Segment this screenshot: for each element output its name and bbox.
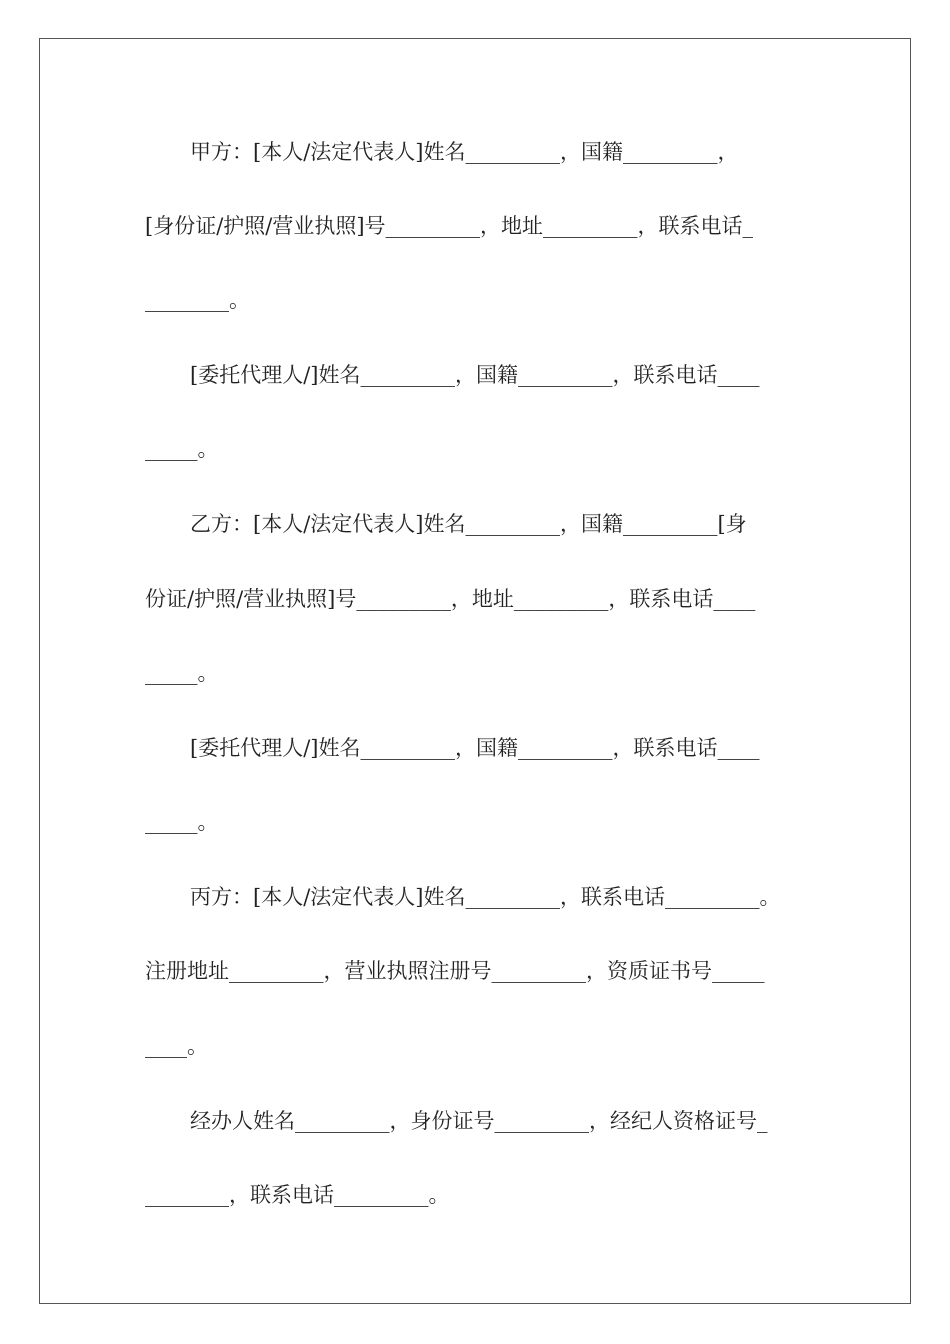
party-b-agent-line-1: [委托代理人/]姓名_________，国籍_________，联系电话____: [190, 736, 760, 760]
handler-line-2: ________，联系电话_________。: [145, 1183, 450, 1207]
party-b-line-1: 乙方：[本人/法定代表人]姓名_________，国籍_________[身: [190, 512, 747, 536]
party-b-line-2: 份证/护照/营业执照]号_________，地址_________，联系电话____: [145, 587, 756, 611]
handler-line-1: 经办人姓名_________，身份证号_________，经纪人资格证号_: [190, 1109, 768, 1133]
party-b-agent-line-2: _____。: [145, 810, 219, 834]
party-c-line-1: 丙方：[本人/法定代表人]姓名_________，联系电话_________。: [190, 885, 781, 909]
party-c-line-3: ____。: [145, 1034, 208, 1058]
party-a-line-3: ________。: [145, 288, 250, 312]
party-a-line-2: [身份证/护照/营业执照]号_________，地址_________，联系电话_: [145, 214, 754, 238]
party-a-line-1: 甲方：[本人/法定代表人]姓名_________，国籍_________，: [190, 140, 739, 164]
party-c-line-2: 注册地址_________，营业执照注册号_________，资质证书号_____: [145, 959, 765, 983]
party-a-agent-line-1: [委托代理人/]姓名_________，国籍_________，联系电话____: [190, 363, 760, 387]
party-b-line-3: _____。: [145, 661, 219, 685]
party-a-agent-line-2: _____。: [145, 437, 219, 461]
